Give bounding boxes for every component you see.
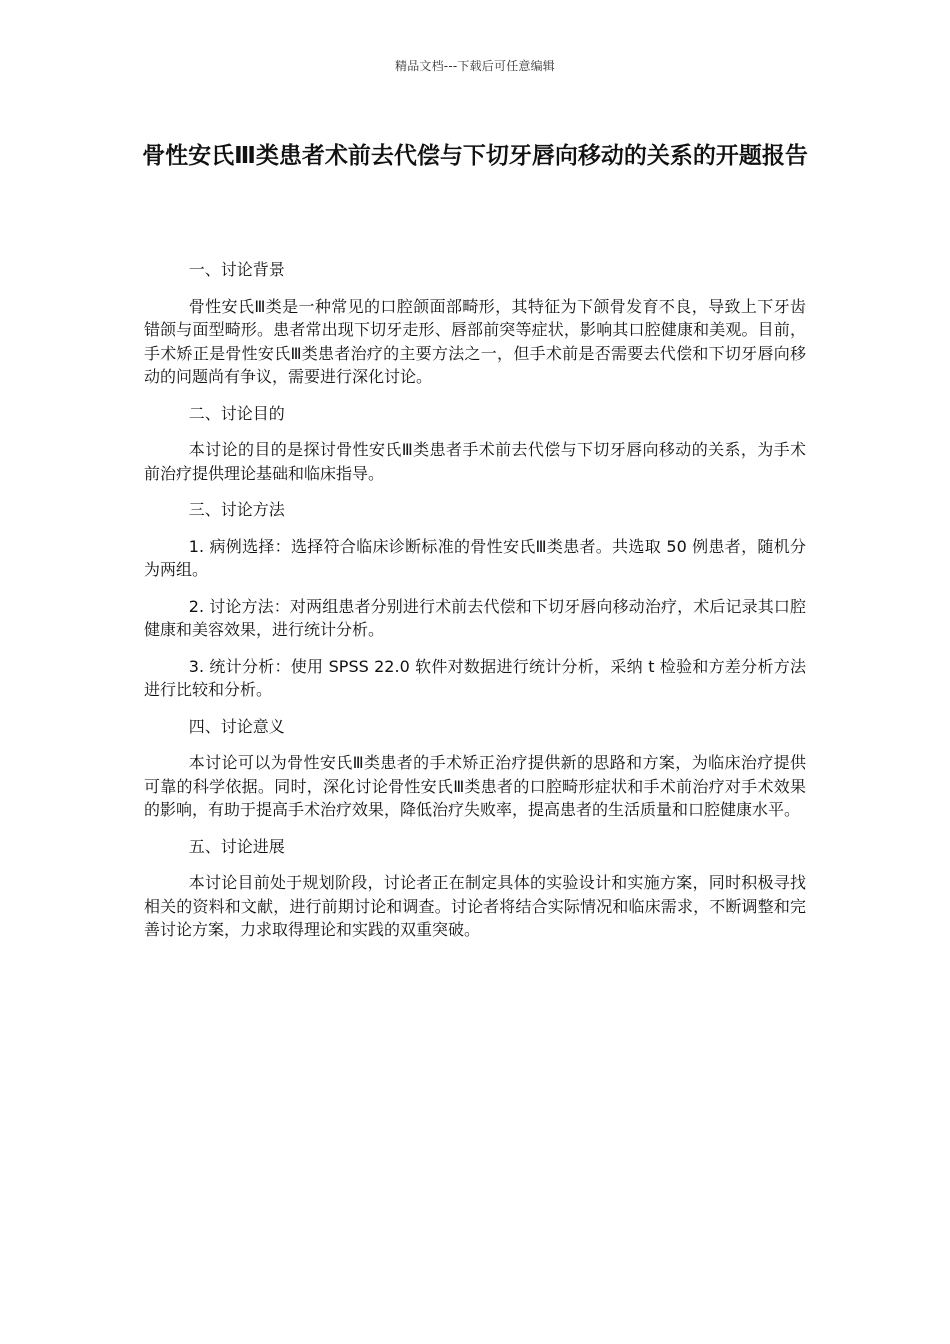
- section-heading: 四、讨论意义: [188, 716, 285, 736]
- paragraph: 1. 病例选择：选择符合临床诊断标准的骨性安氏Ⅲ类患者。共选取 50 例患者，随机分为两组。: [144, 536, 806, 579]
- header-note: 精品文档---下载后可任意编辑: [395, 59, 555, 73]
- paragraph: 本讨论的目的是探讨骨性安氏Ⅲ类患者手术前去代偿与下切牙唇向移动的关系，为手术前治疗提供理论基础和临床指导。: [144, 440, 806, 483]
- paragraph: 骨性安氏Ⅲ类是一种常见的口腔颌面部畸形，其特征为下颌骨发育不良，导致上下牙齿错颌与面型畸形。患者常出现下切牙走形、唇部前突等症状，影响其口腔健康和美观。目前，手术矫正是骨性安氏Ⅲ类患者治疗的主要方法之一，但手术前是否需要去代偿和下切牙唇向移动的问题尚有争议，需要进行深化讨论。: [144, 296, 806, 386]
- document-title: 骨性安氏Ⅲ类患者术前去代偿与下切牙唇向移动的关系的开题报告: [142, 143, 808, 169]
- section-heading: 五、讨论进展: [188, 836, 285, 856]
- section-method: [144, 498, 806, 702]
- section-progress: [144, 835, 806, 942]
- section-significance: [144, 715, 806, 822]
- section-background: [144, 258, 806, 389]
- paragraph: 2. 讨论方法：对两组患者分别进行术前去代偿和下切牙唇向移动治疗，术后记录其口腔健康和美容效果，进行统计分析。: [144, 596, 806, 639]
- paragraph: 本讨论可以为骨性安氏Ⅲ类患者的手术矫正治疗提供新的思路和方案，为临床治疗提供可靠的科学依据。同时，深化讨论骨性安氏Ⅲ类患者的口腔畸形症状和手术前治疗对手术效果的影响，有助于提高手术治疗效果，降低治疗失败率，提高患者的生活质量和口腔健康水平。: [144, 753, 806, 819]
- section-heading: 二、讨论目的: [188, 403, 285, 423]
- section-heading: 三、讨论方法: [188, 500, 285, 519]
- paragraph: 3. 统计分析：使用 SPSS 22.0 软件对数据进行统计分析，采纳 t 检验和方差分析方法进行比较和分析。: [144, 656, 806, 699]
- paragraph: 本讨论目前处于规划阶段，讨论者正在制定具体的实验设计和实施方案，同时积极寻找相关的资料和文献，进行前期讨论和调查。讨论者将结合实际情况和临床需求，不断调整和完善讨论方案，力求取得理论和实践的双重突破。: [144, 873, 806, 939]
- document-body: [144, 258, 806, 955]
- section-purpose: [144, 402, 806, 486]
- section-heading: 一、讨论背景: [188, 260, 285, 279]
